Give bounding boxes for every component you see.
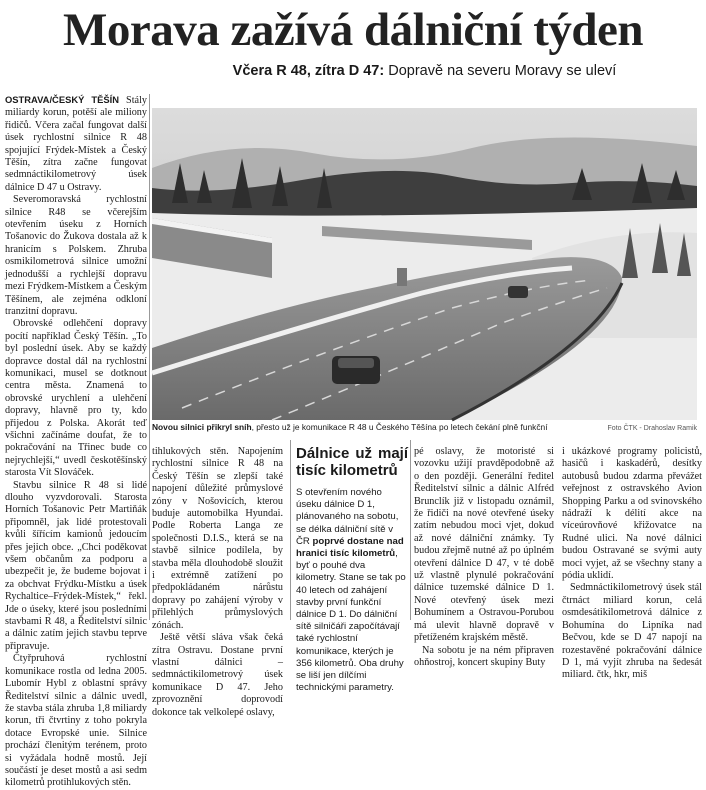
subheadline	[152, 61, 697, 81]
paragraph-8: pé oslavy, že motoristé si vozovku užijí pravděpodobně až o den později. Generální ředitel Ředitelství silnic a dálnic Alfréd Brunclík již v listopadu oznámil, že řidiči na nové otevřené úseky zatím nebudou moci vjet, dokud až nové dálniční známky. Ty budou zřejmě nutné až po úplném otevření dálnice D 47, v té době už vlastně plynulé pokračování dálnice tuzemské dálnice D 1. Nové otevřený úsek mezi Bohumínem a Ostravou-Porubou má ulevit hlavně dopravě v přetíženém krajském městě.	[414, 446, 554, 644]
box-divider-left	[290, 440, 291, 620]
article-column-2	[152, 446, 283, 718]
paragraph-10: i ukázkové programy policistů, hasičů i kaskadérů, desítky autobusů budou zdarma převážet veřejnost z ostravského Avion Shopping Parku a od svinovského nádraží k délití akce na víceúrovňové křižovatce na Rudné ulici. Na nové dálnici budou Ostravané se svými auty moci vyjet, až se všechny stany a pódia uklidí.	[562, 446, 702, 582]
box-bold: poprvé dostane nad hranici tisíc kilometrů	[296, 535, 404, 560]
highway-photo	[152, 108, 697, 420]
sidebar-box	[296, 445, 408, 694]
caption-bold: Novou silnici přikryl sníh	[152, 422, 252, 432]
box-body: S otevřením nového úseku dálnice D 1, plánovaného na sobotu, se délka dálniční sítě v ČR poprvé dostane nad hranici tisíc kilometrů, byť o pouhé dva kilometry. Stane se tak po 40 letech od zahájení stavby první funkční dálnice D 1. Do dálniční sítě silničáři započítávají také rychlostní komunikace, kterých je 356 kilometrů. Oba druhy se liší jen dílčími technickými parametry.	[296, 487, 406, 694]
paragraph-9: Na sobotu je na ném připraven ohňostroj, koncert skupiny Buty	[414, 644, 554, 668]
article-column-5	[562, 446, 702, 681]
photo-caption	[152, 422, 697, 433]
headline: Morava zažívá dálniční týden	[63, 4, 643, 56]
subheadline-bold: Včera R 48, zítra D 47:	[232, 63, 385, 79]
paragraph-11: Sedmnáctikilometrový úsek stál čtrnáct miliard korun, celá osmdesátikilometrová dálnice z Bohumína do Lipníka nad Bečvou, kde se D 47 napojí na rozestavěné pokračování dálnice D 1, má vyjít zhruba na šedesát miliard. čtk, hkr, miš	[562, 582, 702, 681]
paragraph-4: Stavbu silnice R 48 si lidé dlouho vyzvdorovali. Starosta Horních Tošanovic Petr Martiňák připomněl, jak lidé protestovali kvůli šířícím kamionů jedoucím přes jejich obce. „Chci poděkovat všem občanům za podporu a ubezpečit je, že budeme bojovat i za obchvat Frýdku-Místku a úsek Rychaltice–Frýdek-Místek,“ řekl. Jde o úseky, které jsou posledními stavbami R 48, a Ředitelství silnic a dálnic zatím jejich stavbu teprve připravuje.	[5, 479, 147, 652]
article-column-4	[414, 446, 554, 668]
photo-credit: Foto ČTK - Drahoslav Ramik	[607, 425, 697, 432]
column-divider	[149, 94, 150, 620]
article-column-1	[5, 94, 147, 789]
paragraph-3: Obrovské odlehčení dopravy pocítí například Český Těšín. „To byl poslední úsek. Aby se každý dopravce dostal dál na rychlostní komunikaci, musel se dotknout centra města. Znamená to obrovské urychlení a ulehčení dopravy, hlavně pro ty, kdo přijedou z Polska. Akorát teď všichni začínáme doufat, že to pokračování na Třinec bude co nejrychlejší,“ uvedl českotěšínský starosta Vít Slováček.	[5, 318, 147, 479]
paragraph-7: Ještě větší sláva však čeká zítra Ostravu. Dostane první vlastní dálnici – sedmnáctikilometrový úsek komunikace D 47. Jeho zprovoznění doprovodí dokonce tak velkolepé oslavy,	[152, 632, 283, 718]
highway-photo-illustration	[152, 108, 697, 420]
caption-text: , přesto už je komunikace R 48 u Českého Těšína po letech čekání plně funkční	[251, 422, 548, 432]
box-divider-right	[410, 440, 411, 620]
paragraph-6: tihlukových stěn. Napojením rychlostní silnice R 48 na Český Těšín se zlepší také napojení důležité průmyslové zóny v Nošovicích, kterou buduje automobilka Hyundai. Podle Roberta Langa ze společnosti D.I.S., která se na stavbě silnice podílela, by stavba měla dlouhodobě sloužit i extrémně zatížení po předpokládaném nárůstu dopravy po zahájení výroby v přilehlých průmyslových zónách.	[152, 446, 283, 631]
dateline: OSTRAVA/ČESKÝ TĚŠÍN	[5, 94, 120, 105]
paragraph-5: Čtyřpruhová rychlostní komunikace rostla od ledna 2005. Lubomír Hybl z oblastní správy Ředitelství silnic a dálnic uvedl, že stavba stála zhruba 1,8 miliardy korun, tři čtvrtiny z toho pokryla dotace Evropské unie. Silnice prochází členitým terénem, proto si vyžádala hodně mostů. Její součástí je deset mostů a asi sedm kilometrů protihlukových stěn.	[5, 653, 147, 789]
subheadline-text: Dopravě na severu Moravy se uleví	[384, 63, 617, 79]
box-title: Dálnice už mají tisíc kilometrů	[296, 445, 408, 479]
paragraph-2: Severomoravská rychlostní silnice R48 se včerejším otevřením úseku z Horních Tošanovic do Žukova dostala až k hranicím s Polskem. Zhruba osmikilometrová silnice umožní jednodušší a rychlejší dopravu mezi Frýdkem-Místkem a Českým Těšínem, ale zejména odkloní tranzitní dopravu.	[5, 194, 147, 317]
paragraph-1: OSTRAVA/ČESKÝ TĚŠÍN Stály miliardy korun, potěší ale miliony řidičů. Včera začal fungovat další úsek rychlostní silnice R 48 spojující Frýdek-Místek a Český Těšín, zítra začne fungovat sedmnáctikilometrový úsek dálnice D 47 u Ostravy.	[5, 94, 147, 193]
